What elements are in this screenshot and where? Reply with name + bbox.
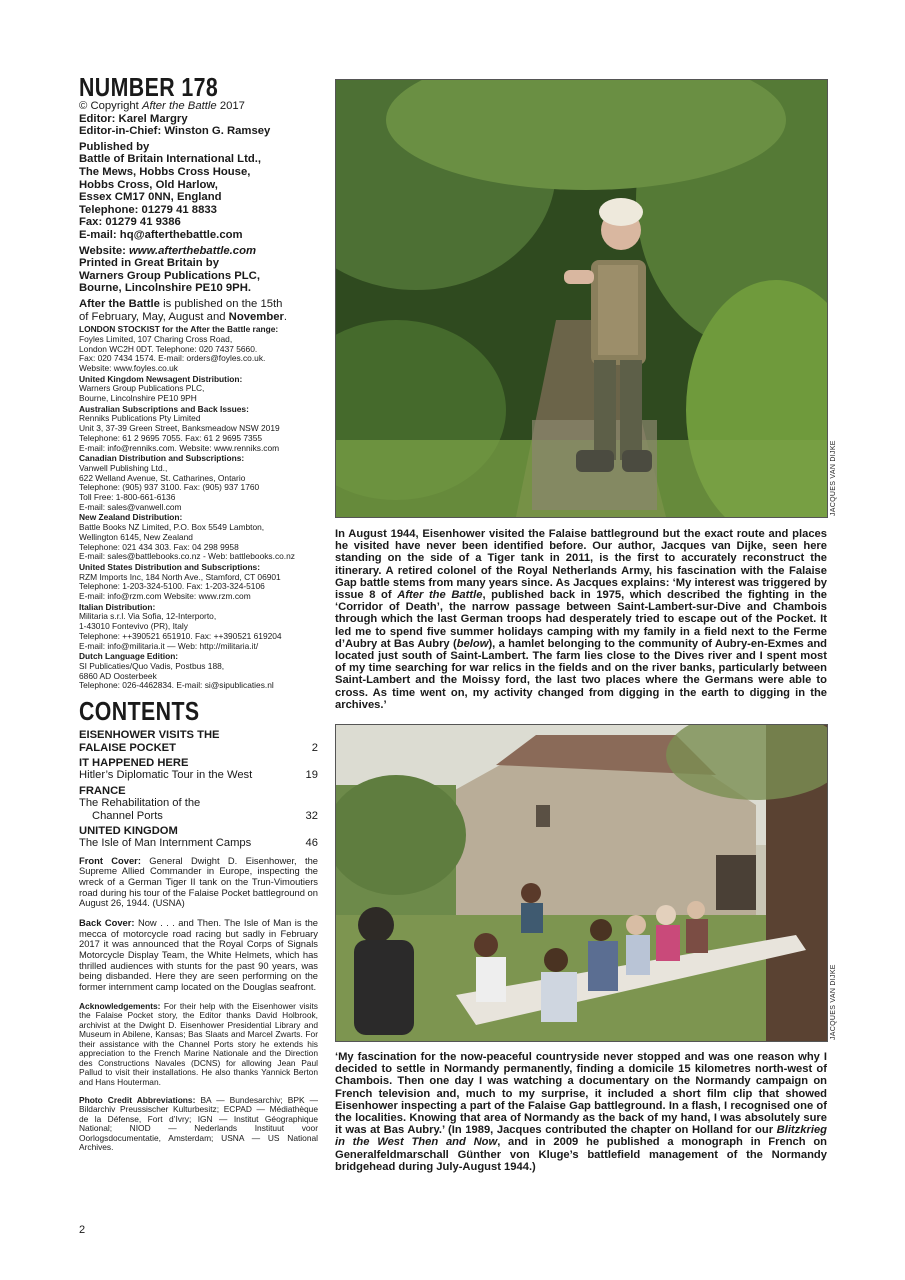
- contents-entry[interactable]: [79, 837, 318, 849]
- photo-credits-label: Photo Credit Abbreviations:: [79, 1094, 196, 1105]
- distribution-line: Bourne, Lincolnshire PE10 9PH: [79, 393, 197, 404]
- schedule-end: .: [283, 310, 288, 323]
- distribution-line: Wellington 6145, New Zealand: [79, 531, 193, 542]
- distribution-line: SI Publicaties/Quo Vadis, Postbus 188,: [79, 661, 225, 671]
- schedule-text: is published on the 15th: [159, 297, 283, 310]
- distribution-line: Warners Group Publications PLC,: [79, 383, 205, 394]
- contents-section: UNITED KINGDOM: [79, 824, 178, 837]
- schedule-line: [79, 311, 318, 324]
- photo-illustration: [336, 80, 827, 517]
- acknowledgements-text: For their help with the Eisenhower visits the Falaise Pocket story, the Editor thanks David Holbrook, archivist at the Dwight D. Eisenhower Presidential Library and Museum in Abilene, Kansas; Bas Slaats and Marcel Zwarts. For their assistance with the Channel Ports story he extends his appreciation to the French Marine Nationale and the Direction des Constructions Navales (DCNS) for allowing Jean Paul Pallud to visit their installations. He also thanks Yannick Berton and Hans Houterman.: [79, 1000, 318, 1087]
- distribution-line: Telephone: 021 434 303. Fax: 04 298 9958: [79, 541, 239, 552]
- distribution-heading: United Kingdom Newsagent Distribution:: [79, 373, 243, 384]
- printer-line: Printed in Great Britain by: [79, 257, 219, 270]
- front-cover-note: [79, 856, 318, 909]
- caption-text: In August 1944, Eisenhower visited the Falaise battleground but the exact route and places he visited have never been identified before. Our author, Jacques van Dijke, seen here standing on the side of a Tiger tank in 2011, is the first to accurately reconstruct the itinerary. A retired colonel of the Royal Netherlands Army, his fascination with the Falaise Gap battle stems from many years since. As Jacques explains: ‘My interest was triggered by issue 8 of: [335, 528, 827, 602]
- schedule-block: [79, 298, 318, 323]
- distribution-line: E-mail: sales@battlebooks.co.nz - Web: battlebooks.co.nz: [79, 551, 295, 562]
- copyright-year: 2017: [216, 100, 245, 112]
- publisher-line: Fax: 01279 41 9386: [79, 216, 181, 229]
- contents-heading: CONTENTS: [79, 696, 200, 727]
- contents-entry[interactable]: [79, 810, 318, 822]
- distribution-block: [79, 454, 318, 512]
- back-cover-text: Now . . . and Then. The Isle of Man is the mecca of motorcycle road racing but sadly in February 2017 it was announced that the Royal Corps of Signals Motorcycle Display Team, the White Helmets, which has thrilled audiences with stunts for the past 90 years, was being disbanded. Here they are seen performing on the former internment camp located on the Douglas seafront.: [79, 917, 318, 992]
- masthead-column: [79, 74, 318, 1161]
- contents-section: FRANCE: [79, 784, 126, 797]
- publisher-line: Telephone: 01279 41 8833: [79, 203, 217, 216]
- photo-credit-bottom: JACQUES VAN DIJKE: [830, 964, 837, 1040]
- publisher-email[interactable]: E-mail: hq@afterthebattle.com: [79, 228, 243, 241]
- distribution-line: Battle Books NZ Limited, P.O. Box 5549 Lambton,: [79, 522, 265, 533]
- distribution-heading: Australian Subscriptions and Back Issues:: [79, 403, 249, 414]
- contents-title: Hitler’s Diplomatic Tour in the West: [79, 769, 253, 782]
- distribution-block: [79, 405, 318, 454]
- distribution-line: Vanwell Publishing Ltd.,: [79, 462, 168, 473]
- distribution-heading: Italian Distribution:: [79, 601, 156, 612]
- caption-italic: below: [456, 637, 489, 650]
- schedule-month: November: [228, 310, 284, 323]
- distribution-heading: Canadian Distribution and Subscriptions:: [79, 453, 245, 464]
- contents-section: EISENHOWER VISITS THE: [79, 729, 220, 742]
- schedule-title: After the Battle: [79, 297, 160, 310]
- caption-text: ), a hamlet belonging to the community of Aubry-en-Exmes and located just south of Saint-Lambert. The farm lies close to the Dives river and I spent most of my time searching for war relics in the fields and on the river banks, particularly between Saint-Lambert and the Moissy ford, the last two places where the Germans were able to cross. As time went on, my activity changed from digging in the earth to digging in the archives.’: [335, 637, 827, 711]
- contents-page: 2: [311, 741, 318, 754]
- distribution-line: 622 Welland Avenue, St. Catharines, Ontario: [79, 472, 246, 483]
- distribution-block: [79, 603, 318, 652]
- distribution-block: [79, 513, 318, 562]
- distribution-line: Telephone: ++390521 651910. Fax: ++390521 619204: [79, 630, 282, 641]
- schedule-text: of February, May, August and: [79, 310, 229, 323]
- photo-credits-text: BA — Bundesarchiv; BPK — Bildarchiv Preussischer Kulturbesitz; ECPAD — Médiathèque de la Défense, Fort d’Ivry; IGN — Institut Géographique National; NIOD — Nederlands Instituut voor Oorlogsdocumentatie, Amsterdam; USNA — US National Archives.: [79, 1094, 318, 1153]
- photo-illustration: [336, 725, 827, 1041]
- contents-list: [79, 729, 318, 850]
- contents-entry[interactable]: [79, 769, 318, 781]
- website-link[interactable]: www.afterthebattle.com: [129, 244, 257, 257]
- caption-italic: Blitzkrieg in the West Then and Now: [335, 1124, 827, 1149]
- printer-line: Warners Group Publications PLC,: [79, 269, 260, 282]
- caption-text: , and in 2009 he published a monograph in French on Generalfeldmarschall Günther von Kluge’s battlefield management of the Normandy bridgehead during July-August 1944.): [335, 1136, 827, 1173]
- photo-credit-top: JACQUES VAN DIJKE: [830, 440, 837, 516]
- printer-line: Bourne, Lincolnshire PE10 9PH.: [79, 282, 252, 295]
- page-number: 2: [79, 1224, 86, 1236]
- publisher-line: Battle of Britain International Ltd.,: [79, 153, 262, 166]
- contents-section: IT HAPPENED HERE: [79, 756, 189, 769]
- caption-top: [335, 528, 827, 711]
- distribution-line: E-mail: sales@vanwell.com: [79, 501, 182, 512]
- distribution-line: Telephone: (905) 937 3100. Fax: (905) 937 1760: [79, 482, 260, 493]
- distribution-line: Telephone: 026-4462834. E-mail: si@sipublicaties.nl: [79, 680, 274, 691]
- distribution-line: 6860 AD Oosterbeek: [79, 670, 157, 681]
- caption-text: , published back in 1975, which described the fighting in the ‘Corridor of Death’, the narrow passage between Saint-Lambert-sur-Dive and Chambois through which the last German troops had desperately tried to escape out of the Pocket. It led me to spend five summer holidays camping with my family in a field next to the Ferme d’Aubry at Bas Aubry (: [335, 589, 827, 650]
- distribution-heading: LONDON STOCKIST for the After the Battle range:: [79, 324, 279, 335]
- distribution-line: Website: www.foyles.co.uk: [79, 362, 178, 373]
- caption-italic: After the Battle: [397, 589, 483, 602]
- publisher-line: Essex CM17 0NN, England: [79, 191, 222, 204]
- contents-page: 19: [305, 769, 318, 782]
- contents-title: The Rehabilitation of the: [79, 797, 201, 810]
- caption-text: ‘My fascination for the now-peaceful countryside never stopped and was one reason why I decided to settle in Normandy permanently, finding a domicile 15 kilometres north-west of Chambois. Then one day I was watching a documentary on the Normandy campaign on French television and, much to my surprise, it included a short film clip that showed Eisenhower inspecting a part of the Falaise Gap battleground. In a flash, I recognised one of the localities. Knowing that area of Normandy as the back of my hand, I was absolutely sure it was at Bas Aubry.’ (In 1989, Jacques contributed the chapter on Holland for our: [335, 1051, 827, 1137]
- printer-block: [79, 257, 318, 295]
- copyright-title: After the Battle: [141, 100, 217, 112]
- schedule-line: [79, 298, 318, 311]
- distribution-block: [79, 652, 318, 691]
- caption-bottom: [335, 1051, 827, 1173]
- distribution-heading: United States Distribution and Subscriptions:: [79, 561, 261, 572]
- distribution-list: [79, 325, 318, 691]
- photo-credits: [79, 1096, 318, 1153]
- contents-title: Channel Ports: [92, 809, 163, 822]
- publisher-line: Hobbs Cross, Old Harlow,: [79, 178, 218, 191]
- editor-in-chief: Editor-in-Chief: Winston G. Ramsey: [79, 125, 271, 138]
- copyright-prefix: © Copyright: [79, 100, 142, 112]
- distribution-line: E-mail: info@renniks.com. Website: www.renniks.com: [79, 442, 280, 453]
- contents-entry[interactable]: [79, 742, 318, 754]
- distribution-heading: New Zealand Distribution:: [79, 512, 183, 523]
- editor: Editor: Karel Margry: [79, 112, 188, 125]
- back-cover-note: [79, 918, 318, 992]
- contents-page: 32: [305, 809, 318, 822]
- distribution-block: [79, 375, 318, 404]
- front-cover-label: Front Cover:: [79, 854, 141, 866]
- front-cover-text: General Dwight D. Eisenhower, the Supreme Allied Commander in Europe, inspecting the wreck of a German Tiger II tank on the Trun-Vimoutiers road during his tour of the Falaise Pocket battleground on August 26, 1944. (USNA): [79, 854, 319, 909]
- contents-entry[interactable]: [79, 797, 318, 809]
- photo-bas-aubry-picnic: [335, 724, 828, 1042]
- distribution-line: RZM Imports Inc, 184 North Ave., Stamford, CT 06901: [79, 571, 281, 582]
- distribution-line: Fax: 020 7434 1574. E-mail: orders@foyles.co.uk.: [79, 353, 266, 364]
- distribution-block: [79, 325, 318, 374]
- distribution-line: E-mail: info@militaria.it — Web: http://militaria.it/: [79, 640, 259, 651]
- distribution-line: Militaria s.r.l. Via Sofia, 12-Interporto,: [79, 611, 217, 622]
- publisher-line: The Mews, Hobbs Cross House,: [79, 165, 251, 178]
- publisher-line: Published by: [79, 140, 150, 153]
- website-line: [79, 245, 318, 258]
- distribution-line: Toll Free: 1-800-661-6136: [79, 492, 176, 503]
- back-cover-label: Back Cover:: [79, 917, 135, 929]
- distribution-line: Telephone: 1-203-324-5100. Fax: 1-203-324-5106: [79, 581, 265, 592]
- distribution-line: Unit 3, 37-39 Green Street, Banksmeadow NSW 2019: [79, 423, 280, 434]
- distribution-line: 1-43010 Fontevivo (PR), Italy: [79, 621, 188, 632]
- contents-title: The Isle of Man Internment Camps: [79, 837, 252, 850]
- distribution-line: Foyles Limited, 107 Charing Cross Road,: [79, 333, 233, 344]
- publisher-block: [79, 141, 318, 242]
- photo-van-dijke-standing: [335, 79, 828, 518]
- distribution-line: London WC2H 0DT. Telephone: 020 7437 5660.: [79, 343, 258, 354]
- distribution-block: [79, 563, 318, 602]
- acknowledgements-label: Acknowledgements:: [79, 1000, 161, 1011]
- distribution-line: E-mail: info@rzm.com Website: www.rzm.com: [79, 591, 251, 602]
- distribution-line: Renniks Publications Pty Limited: [79, 413, 201, 424]
- issue-number: NUMBER 178: [79, 72, 219, 102]
- contents-section: FALAISE POCKET: [79, 741, 176, 754]
- website-label: Website:: [79, 244, 130, 257]
- distribution-line: Telephone: 61 2 9695 7055. Fax: 61 2 9695 7355: [79, 432, 263, 443]
- distribution-heading: Dutch Language Edition:: [79, 651, 179, 662]
- contents-page: 46: [305, 837, 318, 850]
- acknowledgements: [79, 1002, 318, 1088]
